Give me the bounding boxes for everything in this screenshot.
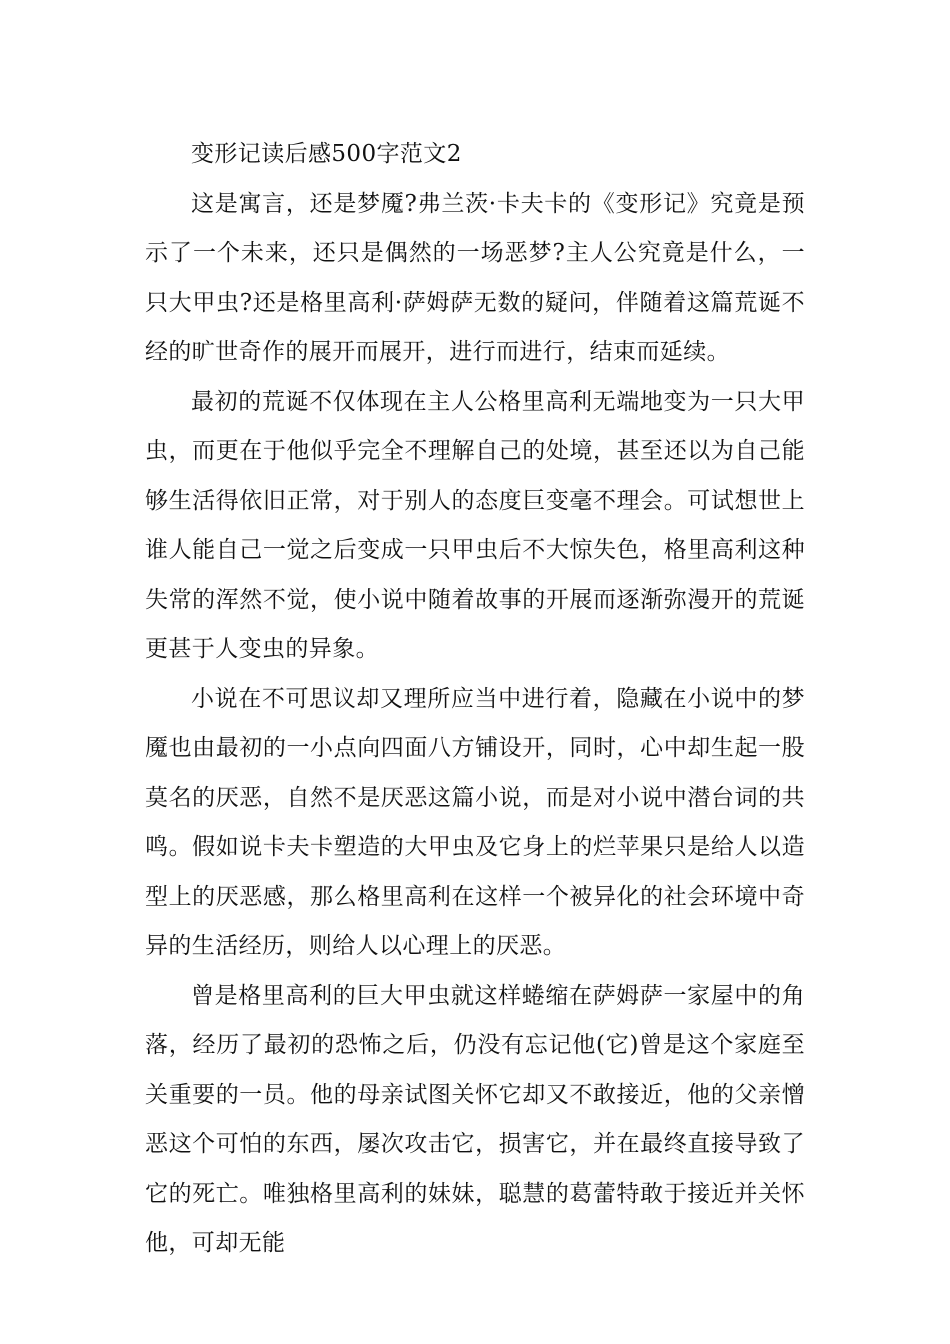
document-body: [145, 130, 805, 1269]
paragraph-2: 最初的荒诞不仅体现在主人公格里高利无端地变为一只大甲虫，而更在于他似乎完全不理解自己的处境，甚至还以为自己能够生活得依旧正常，对于别人的态度巨变毫不理会。可试想世上谁人能自己一觉之后变成一只甲虫后不大惊失色，格里高利这种失常的浑然不觉，使小说中随着故事的开展而逐渐弥漫开的荒诞更甚于人变虫的异象。: [145, 388, 805, 662]
paragraph-3: 小说在不可思议却又理所应当中进行着，隐藏在小说中的梦魇也由最初的一小点向四面八方铺设开，同时，心中却生起一股莫名的厌恶，自然不是厌恶这篇小说，而是对小说中潜台词的共鸣。假如说卡夫卡塑造的大甲虫及它身上的烂苹果只是给人以造型上的厌恶感，那么格里高利在这样一个被异化的社会环境中奇异的生活经历，则给人以心理上的厌恶。: [145, 685, 805, 959]
paragraph-1: 这是寓言，还是梦魇?弗兰茨·卡夫卡的《变形记》究竟是预示了一个未来，还只是偶然的一场恶梦?主人公究竟是什么，一只大甲虫?还是格里高利·萨姆萨无数的疑问，伴随着这篇荒诞不经的旷世奇作的展开而展开，进行而进行，结束而延续。: [145, 190, 805, 365]
document-title: 变形记读后感500字范文2: [191, 141, 462, 167]
paragraph-4: 曾是格里高利的巨大甲虫就这样蜷缩在萨姆萨一家屋中的角落，经历了最初的恐怖之后，仍没有忘记他(它)曾是这个家庭至关重要的一员。他的母亲试图关怀它却又不敢接近，他的父亲憎恶这个可怕的东西，屡次攻击它，损害它，并在最终直接导致了它的死亡。唯独格里高利的妹妹，聪慧的葛蕾特敢于接近并关怀他，可却无能: [145, 982, 805, 1256]
